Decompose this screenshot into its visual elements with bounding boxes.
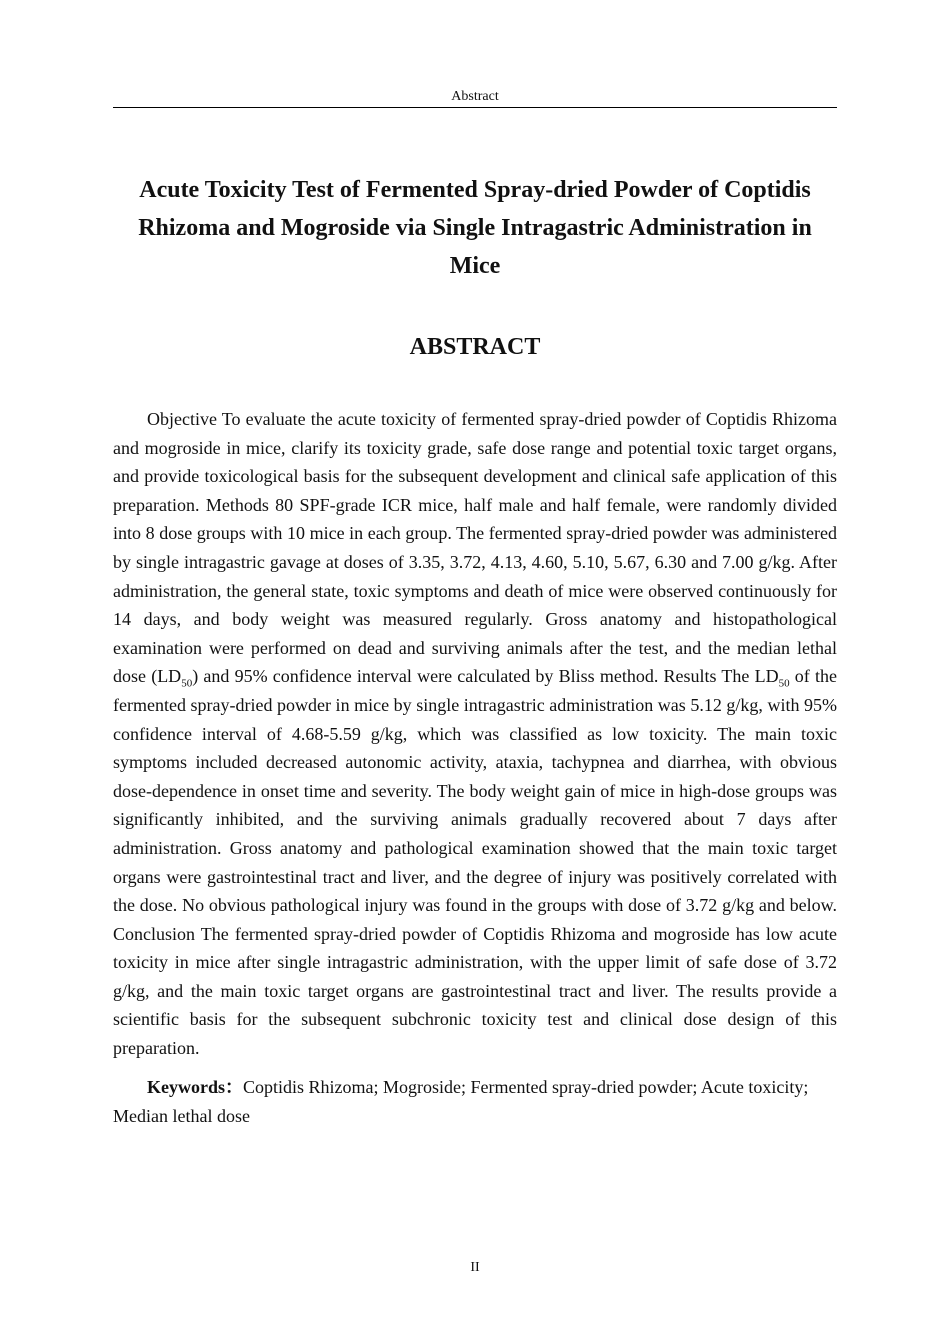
abstract-heading: ABSTRACT [409, 334, 541, 360]
keywords-paragraph [113, 1073, 837, 1130]
keywords-label: Keywords： [147, 1077, 243, 1097]
ld50-subscript: 50 [778, 677, 790, 690]
paper-title: Acute Toxicity Test of Fermented Spray-dried Powder of Coptidis Rhizoma and Mogroside via Single Intragastric Administration in Mice [138, 177, 812, 279]
ld50-subscript: 50 [181, 677, 193, 690]
abstract-text-part-2: ) and 95% confidence interval were calculated by Bliss method. Results The LD [192, 666, 779, 687]
page-number: II [470, 1260, 480, 1275]
running-header: Abstract [451, 89, 499, 104]
abstract-text-part-3: of the fermented spray-dried powder in mice by single intragastric administration was 5.12 g/kg, with 95% confidence interval of 4.68-5.59 g/kg, which was classified as low toxicity. The main toxic symptoms included decreased autonomic activity, ataxia, tachypnea and diarrhea, with obvious dose-dependence in onset time and severity. The body weight gain of mice in high-dose groups was significantly inhibited, and the surviving animals gradually recovered about 7 days after administration. Gross anatomy and pathological examination showed that the main toxic target organs were gastrointestinal tract and liver, and the degree of injury was positively correlated with the dose. No obvious pathological injury was found in the groups with dose of 3.72 g/kg and below. Conclusion The fermented spray-dried powder of Coptidis Rhizoma and mogroside has low acute toxicity in mice after single intragastric administration, with the upper limit of safe dose of 3.72 g/kg, and the main toxic target organs are gastrointestinal tract and liver. The results provide a scientific basis for the subsequent subchronic toxicity test and clinical dose design of this preparation. [113, 666, 837, 1059]
abstract-body [113, 405, 837, 1063]
header-rule [113, 107, 837, 108]
abstract-text-part-1: Objective To evaluate the acute toxicity of fermented spray-dried powder of Coptidis Rhizoma and mogroside in mice, clarify its toxicity grade, safe dose range and potential toxic target organs, and provide toxicological basis for the subsequent development and clinical safe application of this preparation. Methods 80 SPF-grade ICR mice, half male and half female, were randomly divided into 8 dose groups with 10 mice in each group. The fermented spray-dried powder was administered by single intragastric gavage at doses of 3.35, 3.72, 4.13, 4.60, 5.10, 5.67, 6.30 and 7.00 g/kg. After administration, the general state, toxic symptoms and death of mice were observed continuously for 14 days, and body weight was measured regularly. Gross anatomy and histopathological examination were performed on dead and surviving animals after the test, and the median lethal dose (LD [113, 409, 837, 687]
keywords-list: Coptidis Rhizoma; Mogroside; Fermented spray-dried powder; Acute toxicity; Median lethal dose [113, 1077, 809, 1126]
